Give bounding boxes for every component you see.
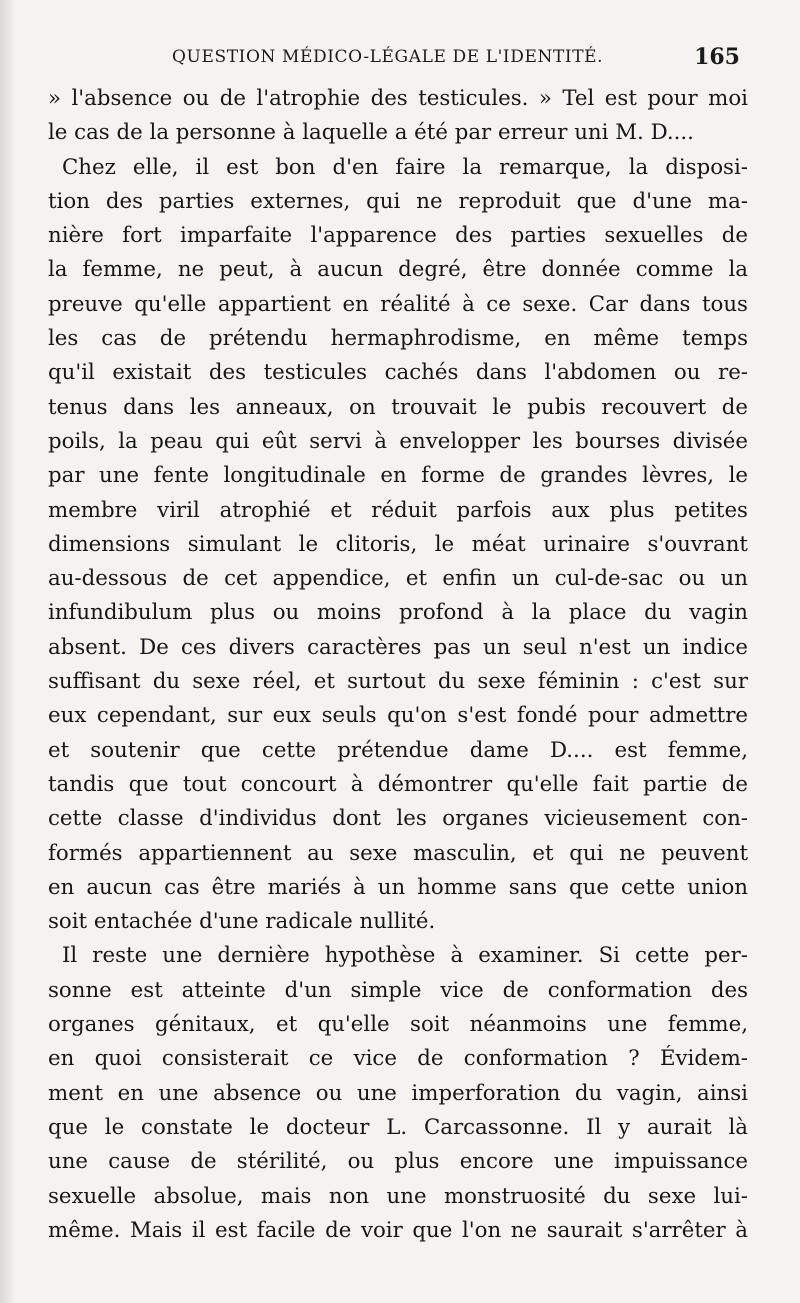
- text-line: absent. De ces divers caractères pas un seul n'est un indice: [48, 634, 748, 660]
- text-line: les cas de prétendu hermaphrodisme, en même temps: [48, 326, 748, 352]
- text-line: preuve qu'elle appartient en réalité à ce sexe. Car dans tous: [48, 291, 748, 317]
- text-line: nière fort imparfaite l'apparence des parties sexuelles de: [48, 223, 748, 249]
- running-title: QUESTION MÉDICO-LÉGALE DE L'IDENTITÉ.: [172, 47, 604, 67]
- text-line: tion des parties externes, qui ne reproduit que d'une ma-: [48, 188, 748, 214]
- text-line: organes génitaux, et qu'elle soit néanmoins une femme,: [48, 1012, 748, 1038]
- page-gutter-shadow: [0, 0, 14, 1303]
- text-line: » l'absence ou de l'atrophie des testicules. » Tel est pour moi: [48, 86, 748, 111]
- text-line: et soutenir que cette prétendue dame D.... est femme,: [48, 737, 748, 763]
- text-line: Il reste une dernière hypothèse à examiner. Si cette per-: [62, 943, 748, 969]
- text-line: tandis que tout concourt à démontrer qu'elle fait partie de: [48, 771, 748, 797]
- text-line: en quoi consisterait ce vice de conformation ? Évidem-: [48, 1046, 748, 1072]
- text-line: infundibulum plus ou moins profond à la place du vagin: [48, 600, 748, 626]
- text-line: la femme, ne peut, à aucun degré, être donnée comme la: [48, 257, 748, 283]
- text-line: par une fente longitudinale en forme de grandes lèvres, le: [48, 463, 748, 489]
- text-line: poils, la peau qui eût servi à envelopper les bourses divisée: [48, 428, 748, 454]
- text-line: dimensions simulant le clitoris, le méat urinaire s'ouvrant: [48, 531, 748, 557]
- text-line: en aucun cas être mariés à un homme sans que cette union: [48, 874, 748, 900]
- text-line: une cause de stérilité, ou plus encore une impuissance: [48, 1149, 748, 1175]
- text-line: le cas de la personne à laquelle a été par erreur uni M. D....: [48, 120, 694, 146]
- body-text: [48, 82, 748, 1248]
- page-number: 165: [694, 44, 740, 70]
- text-line: membre viril atrophié et réduit parfois aux plus petites: [48, 497, 748, 523]
- text-line: sexuelle absolue, mais non une monstruosité du sexe lui-: [48, 1183, 748, 1209]
- text-line: soit entachée d'une radicale nullité.: [48, 909, 436, 935]
- text-line: ment en une absence ou une imperforation du vagin, ainsi: [48, 1080, 748, 1106]
- text-line: au-dessous de cet appendice, et enfin un cul-de-sac ou un: [48, 566, 748, 592]
- page-header: [172, 44, 742, 74]
- text-line: formés appartiennent au sexe masculin, et qui ne peuvent: [48, 840, 748, 866]
- text-line: suffisant du sexe réel, et surtout du sexe féminin : c'est sur: [48, 669, 748, 695]
- text-line: même. Mais il est facile de voir que l'on ne saurait s'arrêter à: [48, 1217, 748, 1243]
- text-line: que le constate le docteur L. Carcassonne. Il y aurait là: [48, 1114, 748, 1140]
- text-line: eux cependant, sur eux seuls qu'on s'est fondé pour admettre: [48, 703, 748, 729]
- text-line: qu'il existait des testicules cachés dans l'abdomen ou re-: [48, 360, 748, 386]
- text-line: Chez elle, il est bon d'en faire la remarque, la disposi-: [62, 154, 748, 180]
- text-line: cette classe d'individus dont les organes vicieusement con-: [48, 806, 748, 832]
- text-line: sonne est atteinte d'un simple vice de conformation des: [48, 977, 748, 1003]
- text-line: tenus dans les anneaux, on trouvait le pubis recouvert de: [48, 394, 748, 420]
